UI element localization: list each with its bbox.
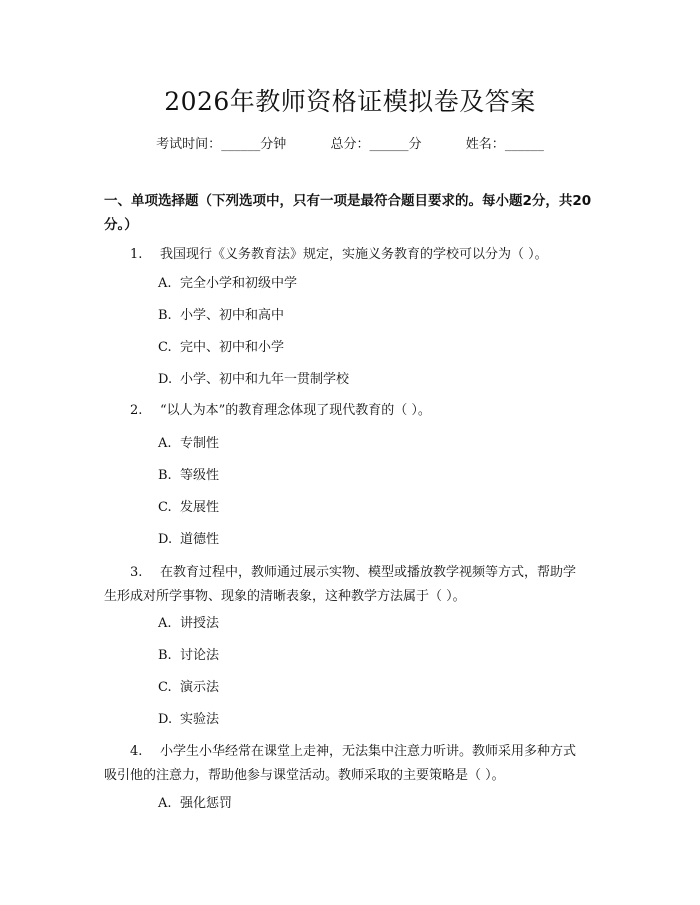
option-letter: C. [158, 340, 172, 355]
option-d [158, 530, 219, 550]
option-text: 专制性 [180, 436, 220, 451]
option-a [158, 614, 219, 634]
option-text: 讲授法 [180, 616, 220, 631]
question-4 [104, 740, 604, 764]
option-letter: A. [158, 616, 172, 631]
option-d [158, 710, 219, 730]
option-text: 演示法 [180, 680, 220, 695]
question-4-continuation [104, 764, 604, 788]
option-letter: A. [158, 796, 172, 811]
question-text: 我国现行《义务教育法》规定，实施义务教育的学校可以分为（ ）。 [160, 247, 548, 262]
question-1 [104, 243, 604, 267]
option-a [158, 274, 297, 294]
question-number: 2. [130, 403, 143, 418]
option-letter: C. [158, 680, 172, 695]
time-label: 考试时间： [156, 137, 222, 152]
question-2 [104, 399, 604, 423]
name-blank: ______ [504, 137, 544, 152]
option-letter: B. [158, 468, 172, 483]
page-title: 2026年教师资格证模拟卷及答案 [164, 87, 536, 116]
option-text: 讨论法 [180, 648, 220, 663]
option-text: 强化惩罚 [180, 796, 233, 811]
option-a [158, 434, 219, 454]
option-letter: A. [158, 276, 172, 291]
option-text: 完中、初中和小学 [180, 340, 285, 355]
option-letter: B. [158, 648, 172, 663]
option-text: 发展性 [180, 500, 220, 515]
name-label: 姓名： [465, 137, 505, 152]
option-text: 小学、初中和高中 [180, 308, 285, 323]
option-text: 道德性 [180, 532, 220, 547]
question-3-continuation [104, 585, 604, 609]
option-b [158, 466, 219, 486]
option-text: 实验法 [180, 712, 220, 727]
option-b [158, 306, 284, 326]
option-letter: D. [158, 372, 173, 387]
option-letter: A. [158, 436, 172, 451]
option-letter: C. [158, 500, 172, 515]
option-text: 完全小学和初级中学 [180, 276, 298, 291]
question-text: 生形成对所学事物、现象的清晰表象，这种教学方法属于（ ）。 [104, 589, 466, 604]
question-number: 1. [130, 247, 143, 262]
option-c [158, 338, 284, 358]
question-number: 4. [130, 744, 143, 759]
exam-meta [0, 133, 700, 152]
score-label: 总分： [330, 137, 370, 152]
option-text: 小学、初中和九年一贯制学校 [180, 372, 350, 387]
question-text: 在教育过程中，教师通过展示实物、模型或播放教学视频等方式，帮助学 [160, 565, 577, 580]
question-3 [104, 561, 604, 585]
section-heading: 一、单项选择题（下列选项中，只有一项是最符合题目要求的。每小题2分，共20分。） [104, 193, 592, 233]
option-letter: B. [158, 308, 172, 323]
option-b [158, 646, 219, 666]
option-letter: D. [158, 712, 173, 727]
option-c [158, 678, 219, 698]
question-number: 3. [130, 565, 143, 580]
option-text: 等级性 [180, 468, 220, 483]
option-letter: D. [158, 532, 173, 547]
score-blank: ______分 [369, 137, 422, 152]
question-text: 吸引他的注意力，帮助他参与课堂活动。教师采取的主要策略是（ ）。 [104, 768, 505, 783]
question-text: 小学生小华经常在课堂上走神，无法集中注意力听讲。教师采用多种方式 [160, 744, 577, 759]
question-text: “以人为本”的教育理念体现了现代教育的（ ）。 [160, 403, 431, 418]
time-blank: ______分钟 [221, 137, 287, 152]
option-a [158, 794, 232, 814]
option-c [158, 498, 219, 518]
option-d [158, 370, 349, 390]
